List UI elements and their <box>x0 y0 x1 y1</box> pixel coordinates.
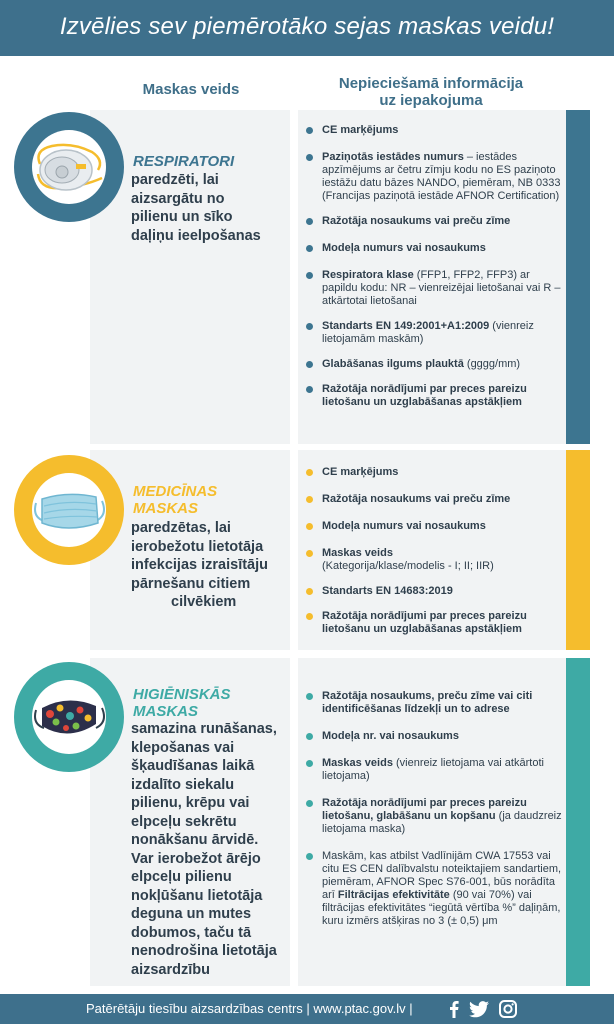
medical-mask-icon <box>14 455 124 565</box>
bullet-icon <box>306 733 313 740</box>
info-item: Ražotāja nosaukums, preču zīme vai citi identificēšanas līdzekļi un to adrese <box>306 690 562 716</box>
bullet-icon <box>306 272 313 279</box>
column-header-mask-type: Maskas veids <box>142 81 240 98</box>
bullet-icon <box>306 693 313 700</box>
bullet-icon <box>306 550 313 557</box>
bullet-icon <box>306 588 313 595</box>
desc-line: infekcijas izraisītāju <box>131 557 269 573</box>
desc-line: pārnešanu citiem <box>131 575 251 592</box>
section-title-respirators: RESPIRATORI <box>133 153 235 170</box>
bullet-icon <box>306 245 313 252</box>
info-item: Respiratora klase (FFP1, FFP2, FFP3) ar papildu kodu: NR – vienreizējai lietošanai vai R – atkārtotai lietošanai <box>306 269 562 308</box>
info-item: Maskas veids (vienreiz lietojama vai atkārtoti lietojama) <box>306 757 562 783</box>
section-desc-medical <box>131 519 291 612</box>
desc-line: nenodrošina lietotāja <box>131 943 277 959</box>
bullet-icon <box>306 154 313 161</box>
info-list-medical <box>306 466 562 636</box>
desc-line: nokļūšanu lietotāja <box>131 887 263 904</box>
section-desc-hygienic <box>131 720 291 979</box>
info-item: Paziņotās iestādes numurs – iestādes apzīmējums ar četru zīmju kodu no ES paziņoto iestāžu datu bāzes NANDO, piemēram, NB 0333 (Francijas paziņotā iestāde AFNOR Certification) <box>306 151 562 203</box>
color-stripe <box>566 450 590 650</box>
section-title-medical: MEDICĪNAS MASKAS <box>133 483 218 517</box>
footer <box>0 994 614 1024</box>
info-item: Modeļa numurs vai nosaukums <box>306 520 562 533</box>
bullet-icon <box>306 853 313 860</box>
desc-line: ierobežotu lietotāja <box>131 538 264 555</box>
bullet-icon <box>306 760 313 767</box>
header-banner <box>0 0 614 56</box>
desc-line: izdalīto siekalu <box>131 776 235 793</box>
desc-line: pilienu, krēpu vai <box>131 795 250 811</box>
info-item: Ražotāja norādījumi par preces pareizu lietošanu, glabāšanu un kopšanu (ja daudzreiz lietojama maska) <box>306 797 562 836</box>
twitter-icon[interactable] <box>468 999 490 1024</box>
desc-line: šķaudīšanas laikā <box>131 758 255 774</box>
color-stripe <box>566 658 590 986</box>
desc-line: klepošanas vai <box>131 739 235 756</box>
desc-line: samazina runāšanas, <box>131 721 277 737</box>
column-header-line-1: Nepieciešamā informācija <box>338 75 524 92</box>
info-item: CE marķējums <box>306 466 562 479</box>
info-item: Modeļa nr. vai nosaukums <box>306 730 562 743</box>
bullet-icon <box>306 800 313 807</box>
desc-line: dobumos, taču tā <box>131 924 252 941</box>
desc-line: daļiņu ieelpošanas <box>131 227 261 244</box>
info-list-hygienic <box>306 690 562 928</box>
info-item: Ražotāja norādījumi par preces pareizu lietošanu un uzglabāšanas apstākļiem <box>306 610 562 636</box>
column-header-package-info <box>300 75 562 109</box>
bullet-icon <box>306 218 313 225</box>
info-item: Ražotāja nosaukums vai preču zīme <box>306 493 562 506</box>
bullet-icon <box>306 613 313 620</box>
desc-line: deguna un mutes <box>131 906 252 922</box>
bullet-icon <box>306 386 313 393</box>
desc-line: aizsargātu no <box>131 190 225 207</box>
color-stripe <box>566 110 590 444</box>
info-item: Standarts EN 149:2001+A1:2009 (vienreiz lietojamām maskām) <box>306 320 562 346</box>
bullet-icon <box>306 523 313 530</box>
info-item: Standarts EN 14683:2019 <box>306 585 562 598</box>
instagram-icon[interactable] <box>498 999 518 1024</box>
column-header-line-2: uz iepakojuma <box>379 92 483 109</box>
desc-line: nonākšanu ārvidē. <box>131 832 259 848</box>
desc-line: paredzēti, lai <box>131 172 219 188</box>
desc-line: elpceļu sekrētu <box>131 813 237 830</box>
bullet-icon <box>306 323 313 330</box>
info-list-respirators-body <box>306 124 562 409</box>
info-item: CE marķējums <box>306 124 562 137</box>
bullet-icon <box>306 361 313 368</box>
info-item: Ražotāja norādījumi par preces pareizu lietošanu un uzglabāšanas apstākļiem <box>306 383 562 409</box>
bullet-icon <box>306 469 313 476</box>
bullet-icon <box>306 127 313 134</box>
info-item: Glabāšanas ilgums plauktā (gggg/mm) <box>306 358 562 371</box>
desc-line: pilienu un sīko <box>131 209 233 225</box>
info-item: Modeļa numurs vai nosaukums <box>306 242 562 255</box>
desc-line: Var ierobežot ārējo <box>131 850 261 867</box>
info-item: Maskām, kas atbilst Vadlīnijām CWA 17553 vai citu ES CEN dalībvalstu noteiktajiem sandartiem, piemēram, AFNOR Spec S76-001, būs norādīta arī Filtrācijas efektivitāte (90 vai 70%) vai filtrācijas efektivitātes “iegūtā vērtība %” daļiņām, kuru izmērs atšķiras no 3 (± 0,5) μm <box>306 850 562 928</box>
cloth-mask-icon <box>14 662 124 772</box>
facebook-icon[interactable] <box>444 999 464 1024</box>
info-item: Maskas veids (Kategorija/klase/modelis - I; II; IIR) <box>306 547 562 573</box>
footer-text: Patērētāju tiesību aizsardzības centrs | www.ptac.gov.lv | <box>86 1001 413 1016</box>
section-title-hygienic: HIGIĒNISKĀS MASKAS <box>133 686 231 720</box>
respirator-icon <box>14 112 124 222</box>
page-title: Izvēlies sev piemērotāko sejas maskas veidu! <box>59 13 555 40</box>
section-desc-respirators <box>131 171 291 245</box>
bullet-icon <box>306 496 313 503</box>
desc-line: paredzētas, lai <box>131 520 231 536</box>
desc-line: cilvēkiem <box>171 594 237 610</box>
desc-line: elpceļu pilienu <box>131 869 232 885</box>
info-item: Ražotāja nosaukums vai preču zīme <box>306 215 562 228</box>
desc-line: aizsardzību <box>131 961 210 978</box>
